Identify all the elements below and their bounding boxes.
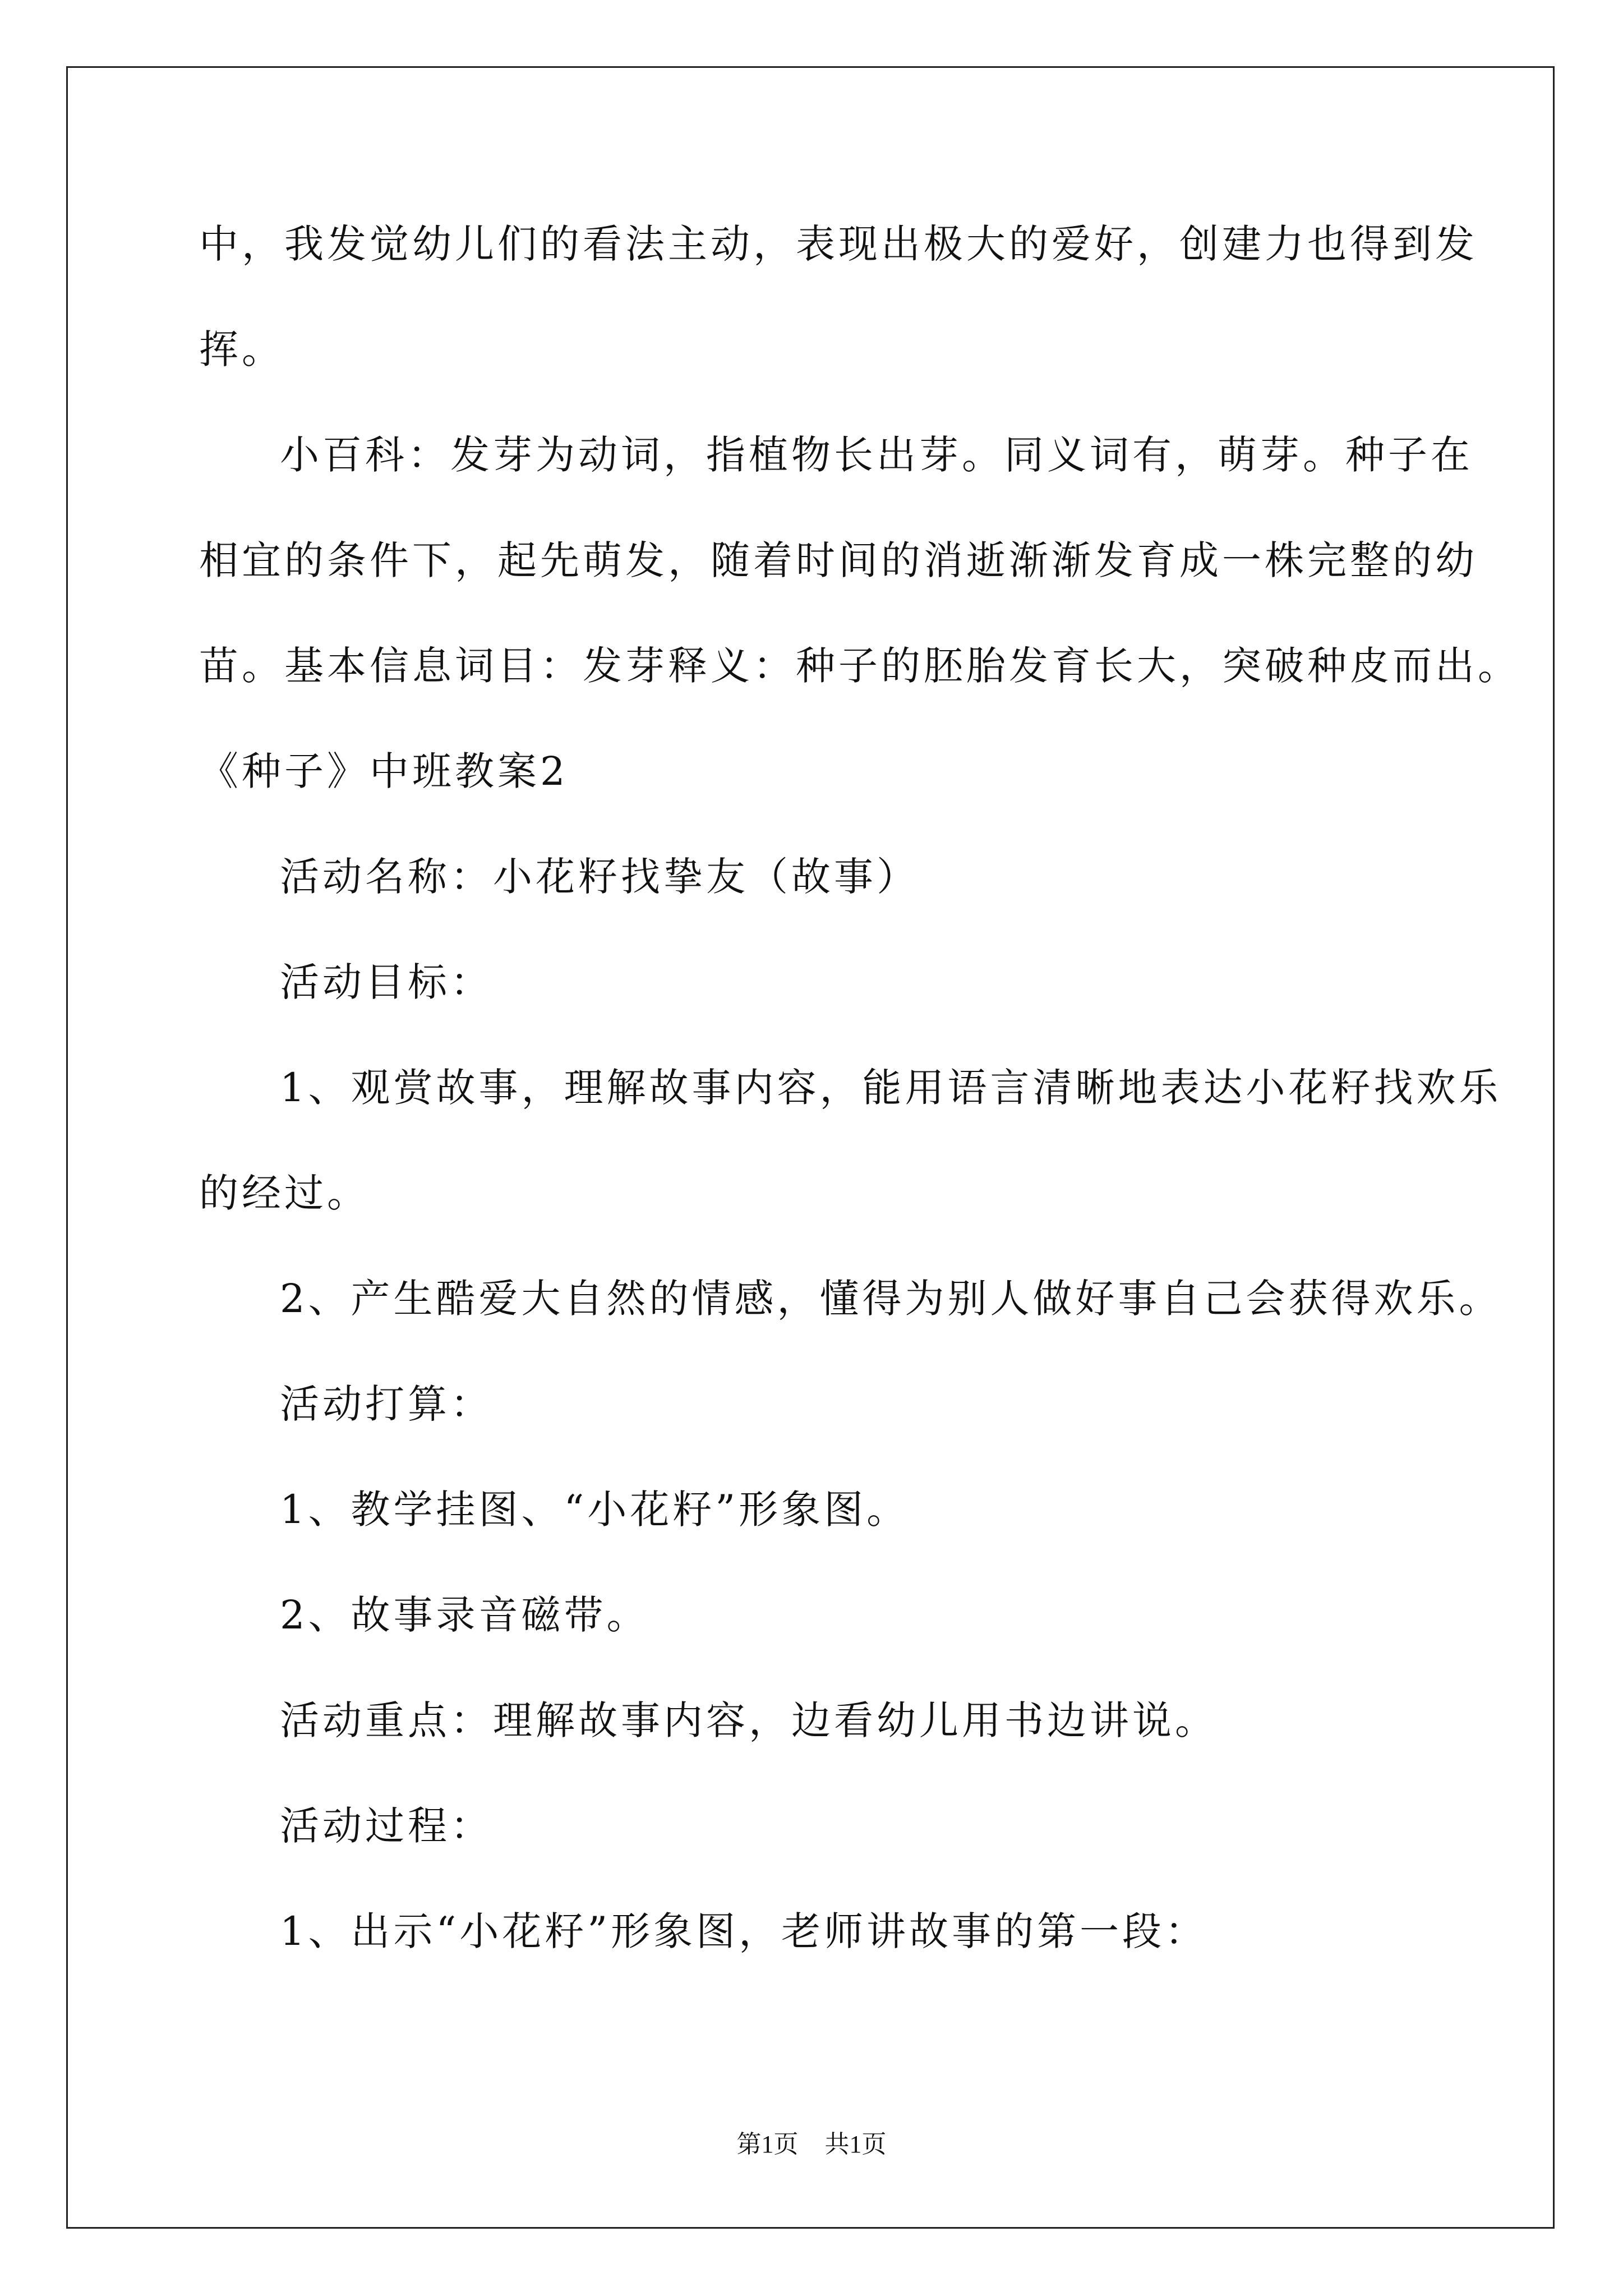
text-line: 的经过。 — [199, 1170, 370, 1216]
text-line: 活动目标： — [280, 959, 493, 1005]
text-line: 1、观赏故事，理解故事内容，能用语言清晰地表达小花籽找欢乐 — [280, 1065, 1502, 1111]
text-line: 活动重点：理解故事内容，边看幼儿用书边讲说。 — [280, 1697, 1218, 1743]
text-line: 中，我发觉幼儿们的看法主动，表现出极大的爱好，创建力也得到发 — [199, 221, 1478, 267]
text-line: 小百科：发芽为动词，指植物长出芽。同义词有，萌芽。种子在 — [280, 432, 1473, 478]
text-line: 挥。 — [199, 326, 284, 372]
text-line: 相宜的条件下，起先萌发，随着时间的消逝渐渐发育成一株完整的幼 — [199, 537, 1478, 583]
section-heading: 《种子》中班教案2 — [199, 748, 569, 794]
page-footer — [0, 2129, 1623, 2160]
text-line: 活动打算： — [280, 1381, 493, 1427]
text-line: 1、出示“小花籽”形象图，老师讲故事的第一段： — [280, 1908, 1208, 1954]
page-number: 第1页 — [736, 2131, 799, 2158]
page-border — [66, 66, 1555, 2229]
text-line: 活动名称：小花籽找挚友（故事） — [280, 854, 919, 900]
text-line: 1、教学挂图、“小花籽”形象图。 — [280, 1487, 910, 1533]
text-line: 2、故事录音磁带。 — [280, 1592, 649, 1638]
page-count: 共1页 — [824, 2131, 887, 2158]
text-line: 苗。基本信息词目：发芽释义：种子的胚胎发育长大，突破种皮而出。 — [199, 643, 1520, 689]
text-line: 2、产生酷爱大自然的情感，懂得为别人做好事自己会获得欢乐。 — [280, 1276, 1502, 1322]
text-line: 活动过程： — [280, 1803, 493, 1849]
